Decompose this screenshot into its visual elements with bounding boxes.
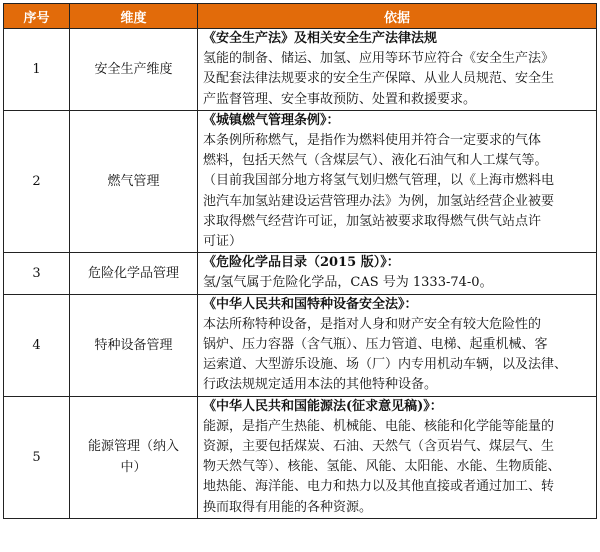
law-title: 《城镇燃气管理条例》： <box>203 112 340 128</box>
basis-line: 求取得燃气经营许可证，加氢站被要求取得燃气供气站点许 <box>203 213 542 229</box>
row-number: 2 <box>4 110 70 252</box>
basis-line: 换而取得有用能的各种资源。 <box>203 499 373 515</box>
table-row <box>4 294 597 396</box>
table-row <box>4 396 597 518</box>
row-number: 1 <box>4 29 70 111</box>
dimension-line: 中） <box>120 460 147 476</box>
basis-line: 及配套法律法规要求的安全生产保障、从业人员规范、安全生 <box>203 71 555 87</box>
basis-line: 运索道、大型游乐设施、场（厂）内专用机动车辆，以及法律、 <box>203 357 568 373</box>
basis-line: 产监督管理、安全事故预防、处置和救援要求。 <box>203 91 477 107</box>
basis-line: 氢能的制备、储运、加氢、应用等环节应符合《安全生产法》 <box>203 51 555 67</box>
regulation-table <box>3 3 597 519</box>
row-dimension <box>70 396 198 518</box>
basis-line: 可证） <box>203 234 243 250</box>
row-number: 3 <box>4 253 70 294</box>
row-number: 4 <box>4 294 70 396</box>
basis-line: 地热能、海洋能、电力和热力以及其他直接或者通过加工、转 <box>203 479 555 495</box>
basis-line: 本法所称特种设备，是指对人身和财产安全有较大危险性的 <box>203 316 542 332</box>
law-title: 《危险化学品目录（2015 版）》： <box>203 255 400 271</box>
table-row <box>4 29 597 111</box>
row-dimension: 特种设备管理 <box>70 294 198 396</box>
basis-line: 本条例所称燃气，是指作为燃料使用并符合一定要求的气体 <box>203 133 542 149</box>
row-dimension: 安全生产维度 <box>70 29 198 111</box>
header-dimension: 维度 <box>70 4 198 29</box>
basis-line: 燃料，包括天然气（含煤层气）、液化石油气和人工煤气等。 <box>203 153 548 169</box>
row-basis <box>198 253 597 294</box>
law-title: 《安全生产法》及相关安全生产法律法规 <box>203 31 438 46</box>
basis-line: 池汽车加氢站建设运营管理办法》为例，加氢站经营企业被要 <box>203 193 555 209</box>
row-basis <box>198 110 597 252</box>
header-row <box>4 4 597 29</box>
header-no: 序号 <box>4 4 70 29</box>
basis-line: 资源，主要包括煤炭、石油、天然气（含页岩气、煤层气、生 <box>203 439 555 455</box>
dimension-line: 能源管理（纳入 <box>87 439 179 455</box>
law-title: 《中华人民共和国特种设备安全法》： <box>203 296 418 312</box>
table-row <box>4 110 597 252</box>
basis-line: 能源，是指产生热能、机械能、电能、核能和化学能等能量的 <box>203 418 555 434</box>
row-basis <box>198 294 597 396</box>
row-dimension: 燃气管理 <box>70 110 198 252</box>
row-dimension: 危险化学品管理 <box>70 253 198 294</box>
row-basis <box>198 29 597 111</box>
row-number: 5 <box>4 396 70 518</box>
basis-line: 氢/氢气属于危险化学品，CAS 号为 1333-74-0。 <box>203 275 493 291</box>
header-basis: 依据 <box>198 4 597 29</box>
law-title: 《中华人民共和国能源法(征求意见稿)》： <box>203 398 443 414</box>
basis-line: （目前我国部分地方将氢气划归燃气管理，以《上海市燃料电 <box>203 173 555 189</box>
basis-line: 行政法规规定适用本法的其他特种设备。 <box>203 377 438 393</box>
basis-line: 锅炉、压力容器（含气瓶）、压力管道、电梯、起重机械、客 <box>203 337 548 353</box>
basis-line: 物天然气等）、核能、氢能、风能、太阳能、水能、生物质能、 <box>203 459 561 475</box>
row-basis <box>198 396 597 518</box>
table-row <box>4 253 597 294</box>
